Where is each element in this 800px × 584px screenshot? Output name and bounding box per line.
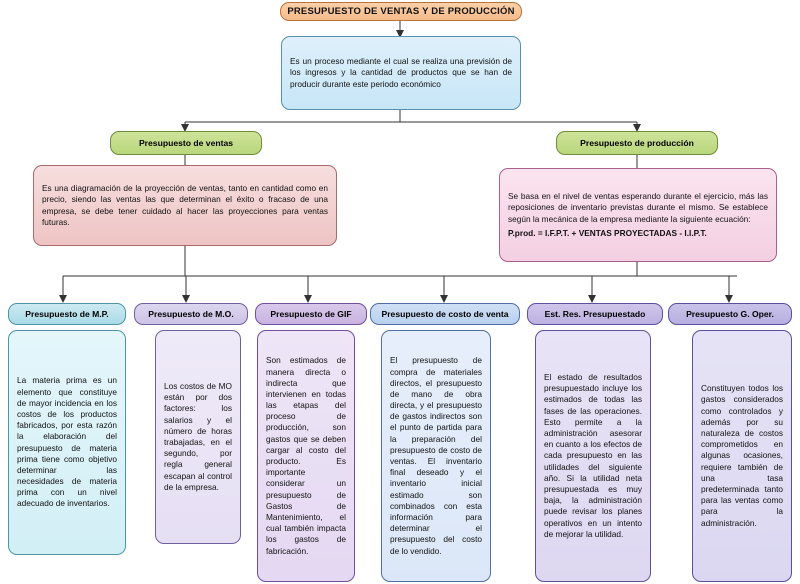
column-header-g-oper-text: Presupuesto G. Oper. xyxy=(686,308,774,319)
branch-header-produccion-text: Presupuesto de producción xyxy=(580,137,694,148)
intro-text: Es un proceso mediante el cual se realiza una previsión de los ingresos y la cantidad de productos que se han de producir durante este periodo económico xyxy=(290,56,512,89)
branch-header-produccion xyxy=(556,131,718,155)
column-header-gif-text: Presupuesto de GIF xyxy=(270,308,352,319)
column-header-est-res-text: Est. Res. Presupuestado xyxy=(544,308,646,319)
column-header-gif xyxy=(255,303,367,325)
production-equation: P.prod. = I.F.P.T. + VENTAS PROYECTADAS - I.I.P.T. xyxy=(508,227,707,238)
column-header-mo-text: Presupuesto de M.O. xyxy=(148,308,234,319)
column-body-est-res-text: El estado de resultados presupuestado incluye los estimados de todas las fases de las operaciones. Esto permite a la administración asesorar en cuanto a los efectos de cada presupuesto en las utilidades del siguiente año. Si la utilidad neta presupuestada es muy baja, la administración puede revisar los planes operativos en un intento de mejorar la utilidad. xyxy=(544,372,642,539)
branch-body-produccion-paragraph: Se basa en el nivel de ventas esperando durante el ejercicio, más las reposiciones de inventario previstas durante el mismo. Se establece según la mecánica de la empresa mediante la siguiente ecuación: xyxy=(508,191,768,224)
column-header-g-oper xyxy=(668,303,792,325)
branch-body-ventas-text: Es una diagramación de la proyección de ventas, tanto en cantidad como en precio, siendo las ventas las que determinan el éxito o fracaso de una empresa, se debe tener cuidado al hacer las proyecciones para ventas futuras. xyxy=(42,183,328,227)
column-header-mp-text: Presupuesto de M.P. xyxy=(25,308,109,319)
column-body-gif xyxy=(257,330,355,582)
column-body-costo-venta-text: El presupuesto de compra de materiales directos, el presupuesto de mano de obra directa, y el presupuesto de gastos indirectos son el punto de partida para la preparación del presupuesto de costo de ventas. El inventario final deseado y el inventario inicial estimado son combinados con esta información para determinar el presupuesto del costo de lo vendido. xyxy=(390,355,482,556)
branch-body-produccion xyxy=(499,168,777,262)
column-header-costo-venta-text: Presupuesto de costo de venta xyxy=(381,308,509,319)
branch-body-ventas xyxy=(33,165,337,246)
branch-body-produccion-text xyxy=(500,185,776,245)
column-body-mo-text: Los costos de MO están por dos factores: los salarios y el número de horas trabajadas, en el segundo, por regla general escapan al control de la empresa. xyxy=(164,381,232,492)
column-body-mp-text: La materia prima es un elemento que constituye de mayor incidencia en los costos de los productos fabricados, por esta razón la elaboración del presupuesto de materia prima tiene como objetivo determinar las necesidades de materia prima con un nivel adecuado de inventarios. xyxy=(17,375,117,509)
column-body-g-oper-text: Constituyen todos los gastos considerados como controlados y además por su naturaleza de costos comprometidos en algunas ocasiones, requiere también de una tasa predeterminada tanto para las ventas como para la administración. xyxy=(701,383,783,528)
branch-header-ventas xyxy=(110,131,262,155)
column-header-mo xyxy=(134,303,248,325)
column-header-mp xyxy=(8,303,126,325)
column-body-mp xyxy=(8,330,126,555)
column-body-g-oper xyxy=(692,330,792,582)
diagram-title-text: PRESUPUESTO DE VENTAS Y DE PRODUCCIÓN xyxy=(287,5,515,17)
intro-box xyxy=(281,36,521,110)
branch-header-ventas-text: Presupuesto de ventas xyxy=(138,137,234,148)
column-body-costo-venta xyxy=(381,330,491,582)
column-body-est-res xyxy=(535,330,651,582)
column-body-gif-text: Son estimados de manera directa o indirecta que intervienen en todas las etapas del proceso de producción, son gastos que se deben cargar al costo del producto. Es importante considerar un presupuesto de Gastos de Mantenimiento, el cual también impacta los gastos de fabricación. xyxy=(266,355,346,556)
column-header-est-res xyxy=(527,303,663,325)
column-body-mo xyxy=(155,330,241,544)
diagram-title xyxy=(280,2,522,21)
column-header-costo-venta xyxy=(370,303,520,325)
